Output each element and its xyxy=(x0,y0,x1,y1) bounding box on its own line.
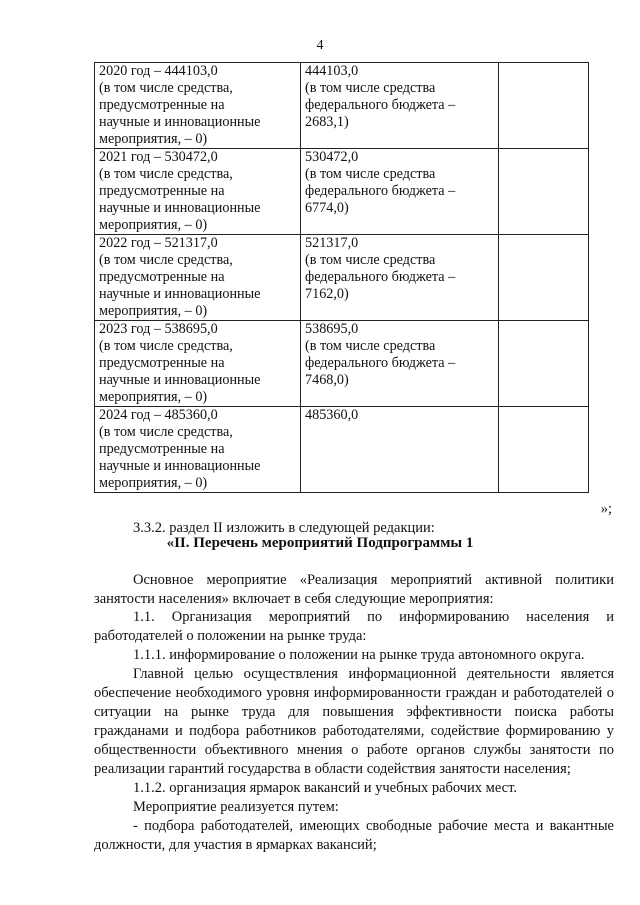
cell-line: научные и инновационные xyxy=(99,372,261,388)
paragraph-goal: Главной целью осуществления информационной деятельности является обеспечение необходимого уровня информированности граждан и работодателей о ситуации на рынке труда для повышения эффективности поиска работы гражданами и подбора работников работодателями, содействие формированию у общественности объективного мнения о работе органов службы занятости по реализации гарантий государства в области содействия занятости населения; xyxy=(94,666,614,777)
table-row xyxy=(95,235,589,321)
financing-table xyxy=(94,62,589,493)
paragraph-method: Мероприятие реализуется путем: xyxy=(133,799,339,815)
cell-line: (в том числе средства, xyxy=(99,80,233,96)
table-cell xyxy=(95,407,301,493)
cell-line: 485360,0 xyxy=(305,407,359,423)
cell-line: федерального бюджета – xyxy=(305,355,456,371)
table-cell xyxy=(499,321,589,407)
cell-line: предусмотренные на xyxy=(99,441,225,457)
closing-quote: »; xyxy=(600,501,612,517)
cell-line: мероприятия, – 0) xyxy=(99,131,208,147)
paragraph-selection: - подбора работодателей, имеющих свободные рабочие места и вакантные должности, для участия в ярмарках вакансий; xyxy=(94,818,614,853)
cell-line: (в том числе средства xyxy=(305,252,436,268)
item-3-3-2: 3.3.2. раздел II изложить в следующей редакции: xyxy=(133,520,435,536)
table-cell xyxy=(301,321,499,407)
cell-line: научные и инновационные xyxy=(99,114,261,130)
cell-line: предусмотренные на xyxy=(99,269,225,285)
cell-line: (в том числе средства xyxy=(305,166,436,182)
cell-line: 2020 год – 444103,0 xyxy=(99,63,218,79)
cell-line: 7162,0) xyxy=(305,286,349,302)
cell-line: 2022 год – 521317,0 xyxy=(99,235,218,251)
cell-line: 2024 год – 485360,0 xyxy=(99,407,218,423)
cell-line: 538695,0 xyxy=(305,321,359,337)
cell-line: мероприятия, – 0) xyxy=(99,217,208,233)
cell-line: федерального бюджета – xyxy=(305,97,456,113)
table-row xyxy=(95,63,589,149)
cell-line: 7468,0) xyxy=(305,372,349,388)
table-cell xyxy=(499,407,589,493)
page-number: 4 xyxy=(316,38,324,53)
table-row xyxy=(95,149,589,235)
cell-line: предусмотренные на xyxy=(99,97,225,113)
cell-line: предусмотренные на xyxy=(99,355,225,371)
table-cell xyxy=(499,235,589,321)
cell-line: федерального бюджета – xyxy=(305,269,456,285)
cell-line: мероприятия, – 0) xyxy=(99,389,208,405)
cell-line: 2021 год – 530472,0 xyxy=(99,149,218,165)
cell-line: федерального бюджета – xyxy=(305,183,456,199)
cell-line: (в том числе средства, xyxy=(99,424,233,440)
cell-line: научные и инновационные xyxy=(99,200,261,216)
table-cell xyxy=(499,63,589,149)
table-cell xyxy=(301,235,499,321)
table-cell xyxy=(95,235,301,321)
cell-line: (в том числе средства, xyxy=(99,166,233,182)
cell-line: (в том числе средства, xyxy=(99,338,233,354)
cell-line: (в том числе средства, xyxy=(99,252,233,268)
table-row xyxy=(95,407,589,493)
cell-line: 444103,0 xyxy=(305,63,359,79)
table-cell xyxy=(95,149,301,235)
table-cell xyxy=(95,63,301,149)
table-cell xyxy=(95,321,301,407)
cell-line: 530472,0 xyxy=(305,149,359,165)
cell-line: предусмотренные на xyxy=(99,183,225,199)
cell-line: (в том числе средства xyxy=(305,338,436,354)
cell-line: 6774,0) xyxy=(305,200,349,216)
cell-line: научные и инновационные xyxy=(99,286,261,302)
table-cell xyxy=(499,149,589,235)
table-cell xyxy=(301,63,499,149)
paragraph-1-1: 1.1. Организация мероприятий по информированию населения и работодателей о положении на рынке труда: xyxy=(94,609,614,644)
cell-line: мероприятия, – 0) xyxy=(99,475,208,491)
cell-line: 521317,0 xyxy=(305,235,359,251)
paragraph-main-activity: Основное мероприятие «Реализация мероприятий активной политики занятости населения» включает в себя следующие мероприятия: xyxy=(94,572,614,607)
section-title: «II. Перечень мероприятий Подпрограммы 1 xyxy=(166,535,474,551)
cell-line: научные и инновационные xyxy=(99,458,261,474)
cell-line: 2023 год – 538695,0 xyxy=(99,321,218,337)
paragraph-1-1-1: 1.1.1. информирование о положении на рынке труда автономного округа. xyxy=(133,647,585,663)
cell-line: (в том числе средства xyxy=(305,80,436,96)
table-cell xyxy=(301,149,499,235)
table-cell xyxy=(301,407,499,493)
cell-line: мероприятия, – 0) xyxy=(99,303,208,319)
table-row xyxy=(95,321,589,407)
paragraph-1-1-2: 1.1.2. организация ярмарок вакансий и учебных рабочих мест. xyxy=(133,780,517,796)
cell-line: 2683,1) xyxy=(305,114,349,130)
financing-table-body xyxy=(95,63,589,493)
